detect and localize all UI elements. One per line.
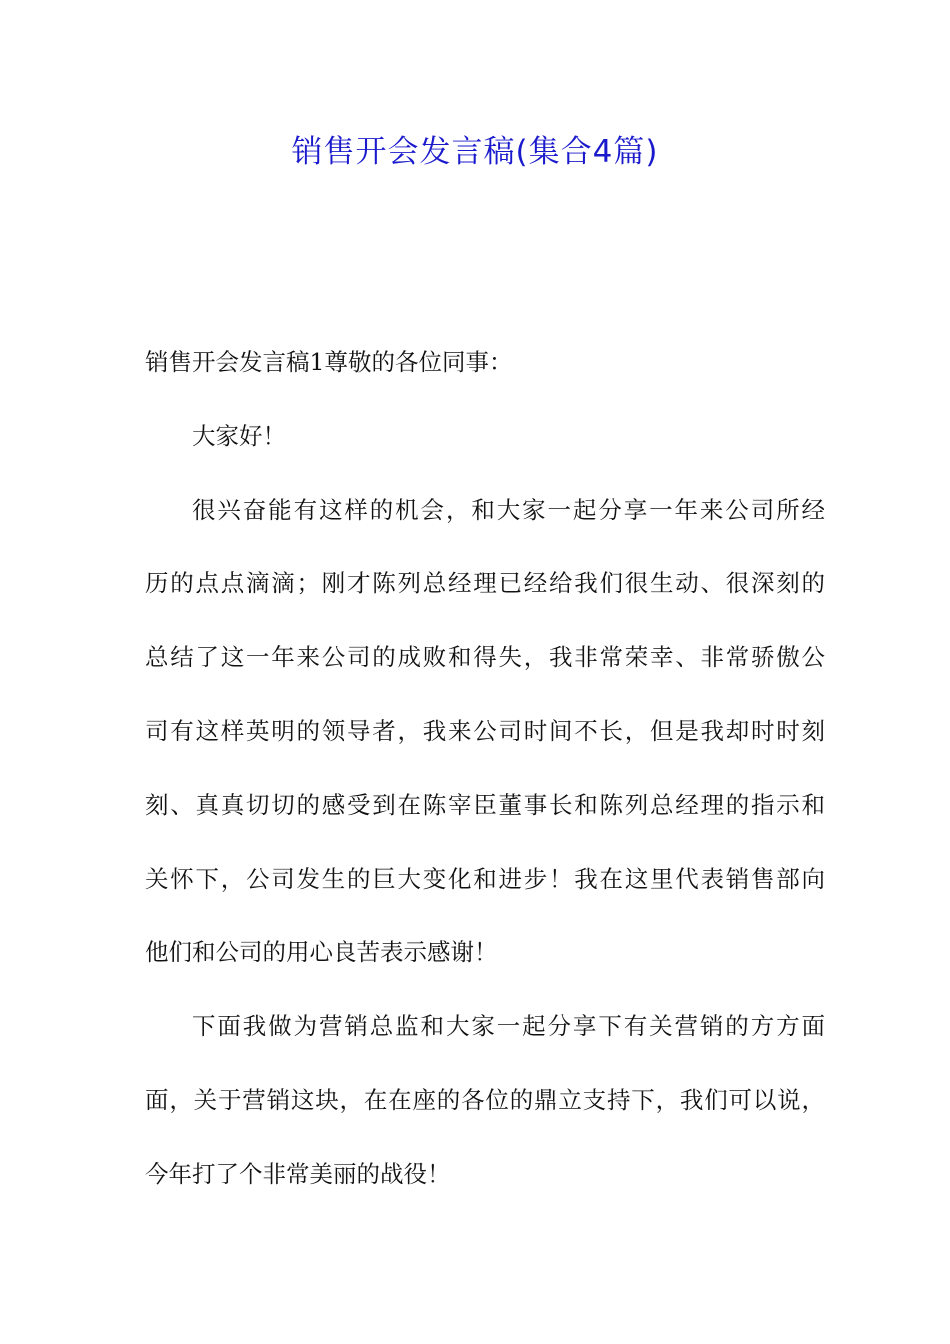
text-line: 销售开会发言稿1尊敬的各位同事： — [145, 348, 513, 376]
text-line: 今年打了个非常美丽的战役！ — [145, 1159, 451, 1188]
document-body — [145, 342, 825, 1228]
text-line: 面，关于营销这块，在在座的各位的鼎立支持下，我们可以说， — [145, 1085, 825, 1114]
text-line: 他们和公司的用心良苦表示感谢！ — [145, 938, 498, 967]
text-line: 刻、真真切切的感受到在陈宰臣董事长和陈列总经理的指示和 — [145, 790, 825, 819]
text-line: 关怀下，公司发生的巨大变化和进步！我在这里代表销售部向 — [145, 864, 825, 893]
text-line: 总结了这一年来公司的成败和得失，我非常荣幸、非常骄傲公 — [145, 643, 825, 672]
text-line: 司有这样英明的领导者，我来公司时间不长，但是我却时时刻 — [145, 716, 825, 745]
text-line: 历的点点滴滴；刚才陈列总经理已经给我们很生动、很深刻的 — [145, 569, 825, 598]
document-title: 销售开会发言稿(集合4篇) — [291, 134, 659, 170]
text-line: 很兴奋能有这样的机会，和大家一起分享一年来公司所经 — [192, 495, 825, 524]
text-line: 下面我做为营销总监和大家一起分享下有关营销的方方面 — [192, 1012, 825, 1041]
text-line: 大家好！ — [192, 421, 286, 450]
